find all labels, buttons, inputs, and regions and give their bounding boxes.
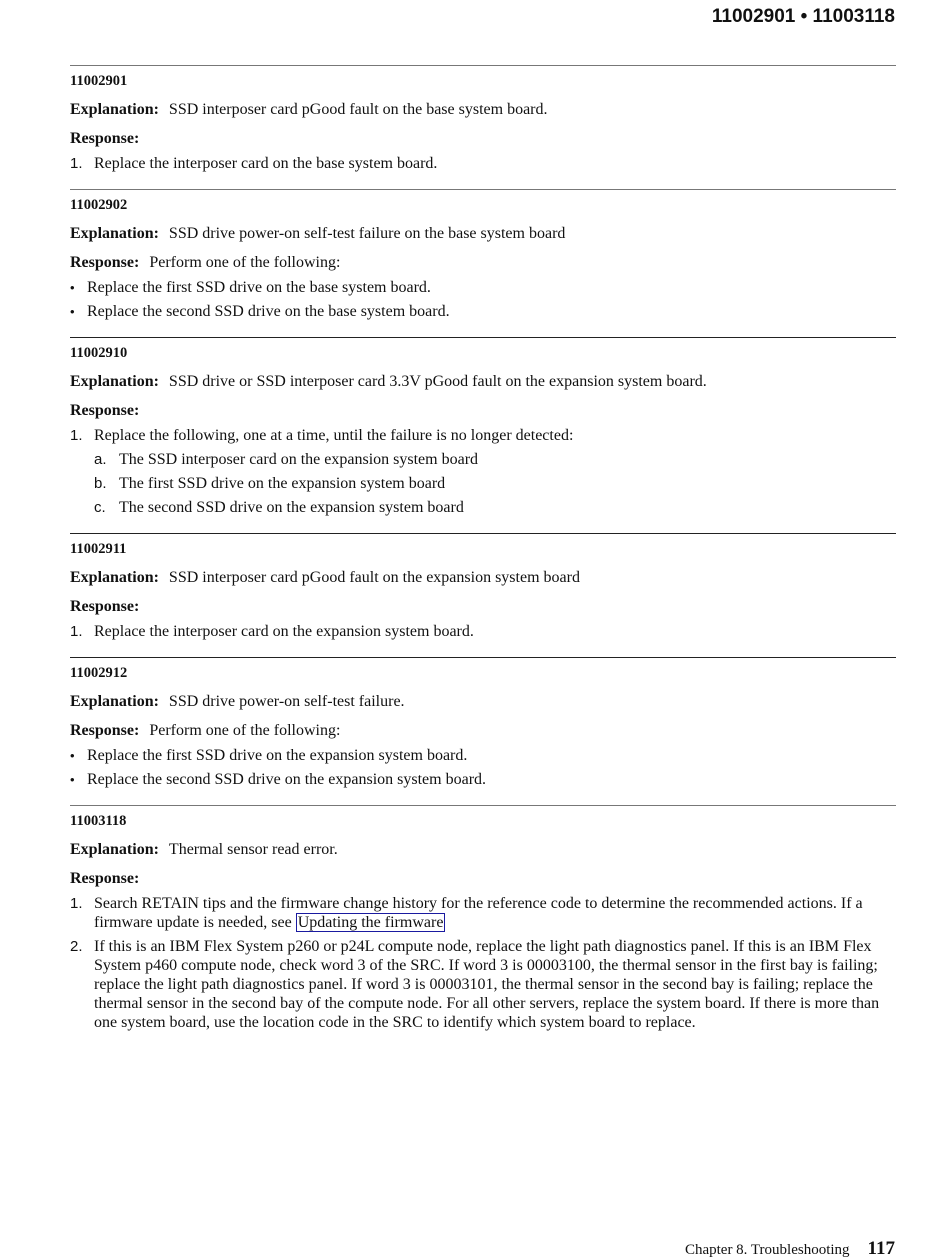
step-text: Replace the interposer card on the expansion system board. (94, 623, 474, 640)
sub-step-letter: b. (94, 475, 107, 492)
reference-code-list (70, 65, 896, 1048)
response-steps (70, 894, 896, 1032)
reference-code-entry (70, 657, 896, 805)
reference-code: 11003118 (70, 813, 127, 829)
explanation-label: Explanation: (70, 101, 159, 118)
step-number: 1. (70, 895, 83, 912)
response-option (70, 746, 896, 765)
reference-code: 11002912 (70, 665, 128, 681)
response-label: Response: (70, 130, 140, 147)
explanation-text: SSD interposer card pGood fault on the base system board. (168, 101, 548, 118)
explanation-label: Explanation: (70, 569, 159, 586)
sub-step-letter: c. (94, 499, 106, 516)
reference-code: 11002911 (70, 541, 127, 557)
explanation-text: SSD drive power-on self-test failure on the base system board (168, 225, 566, 242)
reference-code-entry (70, 337, 896, 533)
sub-step-letter: a. (94, 451, 107, 468)
reference-code: 11002910 (70, 345, 128, 361)
explanation-label: Explanation: (70, 225, 159, 242)
option-text: Replace the first SSD drive on the base system board. (87, 279, 431, 296)
sub-step-text: The SSD interposer card on the expansion system board (119, 451, 479, 468)
reference-code-entry (70, 65, 896, 189)
response-label: Response: (70, 870, 140, 887)
step-text: Replace the following, one at a time, until the failure is no longer detected: (94, 427, 574, 444)
response-option (70, 278, 896, 297)
step-number: 1. (70, 155, 83, 172)
response-step (70, 426, 896, 517)
response-steps (70, 154, 896, 173)
reference-code-entry (70, 805, 896, 1048)
response-text: Perform one of the following: (149, 254, 341, 271)
response-row (70, 401, 896, 421)
step-text: Search RETAIN tips and the firmware change history for the reference code to determine the recommended actions. If a firmware update is needed, see (94, 895, 863, 931)
response-step (70, 937, 896, 1032)
step-text: Replace the interposer card on the base system board. (94, 155, 438, 172)
explanation-label: Explanation: (70, 693, 159, 710)
bullet-icon: • (70, 748, 75, 763)
sub-step (94, 498, 896, 517)
response-label: Response: (70, 722, 140, 739)
reference-code-entry (70, 533, 896, 657)
reference-code: 11002901 (70, 73, 128, 89)
explanation-text: Thermal sensor read error. (168, 841, 338, 858)
sub-step (94, 450, 896, 469)
response-label: Response: (70, 598, 140, 615)
response-step (70, 154, 896, 173)
response-row (70, 721, 896, 741)
response-step (70, 622, 896, 641)
response-steps (70, 622, 896, 641)
bullet-icon: • (70, 772, 75, 787)
bullet-icon: • (70, 280, 75, 295)
option-text: Replace the first SSD drive on the expansion system board. (87, 747, 468, 764)
reference-code: 11002902 (70, 197, 128, 213)
page-number: 117 (867, 1238, 895, 1259)
page-footer (685, 1238, 895, 1260)
explanation-row (70, 100, 896, 120)
explanation-row (70, 692, 896, 712)
explanation-row (70, 224, 896, 244)
step-text: If this is an IBM Flex System p260 or p24L compute node, replace the light path diagnostics panel. If this is an IBM Flex System p460 compute node, check word 3 of the SRC. If word 3 is 00003100, the thermal sensor in the first bay is failing; replace the light path diagnostics panel. If word 3 is 00003101, the thermal sensor in the second bay is failing; replace the thermal sensor in the second bay of the compute node. For all other servers, replace the system board. If there is more than one system board, use the location code in the SRC to identify which system board to replace. (94, 938, 880, 1031)
reference-code-entry (70, 189, 896, 337)
explanation-label: Explanation: (70, 373, 159, 390)
response-options (70, 746, 896, 789)
updating-firmware-link[interactable]: Updating the firmware (297, 914, 444, 931)
response-row (70, 597, 896, 617)
explanation-text: SSD drive or SSD interposer card 3.3V pGood fault on the expansion system board. (168, 373, 707, 390)
explanation-row (70, 568, 896, 588)
sub-step (94, 474, 896, 493)
chapter-title: Chapter 8. Troubleshooting (684, 1242, 850, 1258)
step-number: 2. (70, 938, 83, 955)
explanation-row (70, 372, 896, 392)
option-text: Replace the second SSD drive on the expansion system board. (87, 771, 487, 788)
explanation-label: Explanation: (70, 841, 159, 858)
explanation-text: SSD drive power-on self-test failure. (168, 693, 405, 710)
step-number: 1. (70, 623, 83, 640)
response-option (70, 770, 896, 789)
bullet-icon: • (70, 304, 75, 319)
response-step (70, 894, 896, 932)
explanation-text: SSD interposer card pGood fault on the expansion system board (168, 569, 580, 586)
option-text: Replace the second SSD drive on the base system board. (87, 303, 450, 320)
response-options (70, 278, 896, 321)
response-row (70, 253, 896, 273)
page-header-range: 11002901 • 11003118 (711, 6, 895, 27)
explanation-row (70, 840, 896, 860)
response-option (70, 302, 896, 321)
sub-steps (94, 450, 896, 517)
response-row (70, 129, 896, 149)
response-steps (70, 426, 896, 517)
sub-step-text: The second SSD drive on the expansion system board (119, 499, 464, 516)
response-label: Response: (70, 254, 140, 271)
response-label: Response: (70, 402, 140, 419)
sub-step-text: The first SSD drive on the expansion system board (119, 475, 446, 492)
step-number: 1. (70, 427, 83, 444)
response-text: Perform one of the following: (149, 722, 341, 739)
response-row (70, 869, 896, 889)
